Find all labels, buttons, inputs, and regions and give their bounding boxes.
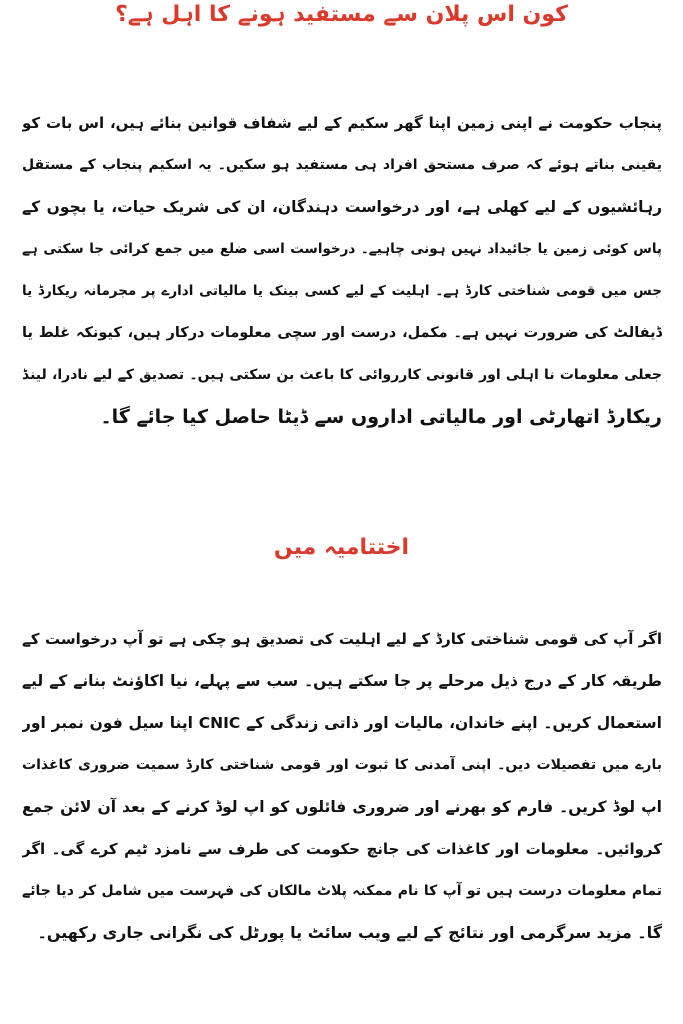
paragraph-line: استعمال کریں۔ اپنے خاندان، مالیات اور ذاتی زندگی کے CNIC اپنا سیل فون نمبر اور [22, 714, 662, 732]
paragraph-line: بارے میں تفصیلات دیں۔ اپنی آمدنی کا ثبوت اور قومی شناختی کارڈ سمیت ضروری کاغذات [22, 757, 662, 773]
paragraph-line: کروائیں۔ معلومات اور کاغذات کی جانچ حکومت کی طرف سے نامزد ٹیم کرے گی۔ اگر [22, 840, 662, 858]
paragraph-line: تمام معلومات درست ہیں تو آپ کا نام ممکنہ پلاٹ مالکان کی فہرست میں شامل کر دیا جائے [22, 883, 662, 899]
eligibility-paragraph [22, 102, 662, 438]
paragraph-line: جعلی معلومات نا اہلی اور قانونی کارروائی کا باعث بن سکتی ہیں۔ تصدیق کے لیے نادرا، لینڈ [22, 367, 662, 383]
section-heading-eligibility: کون اس پلان سے مستفید ہونے کا اہل ہے؟ [115, 2, 568, 27]
paragraph-line: یقینی بناتے ہوئے کہ صرف مستحق افراد ہی مستفید ہو سکیں۔ یہ اسکیم پنجاب کے مستقل [22, 157, 662, 173]
paragraph-line: اگر آپ کی قومی شناختی کارڈ کے لیے اہلیت کی تصدیق ہو چکی ہے تو آپ درخواست کے [22, 630, 662, 648]
section-heading-conclusion: اختتامیہ میں [273, 535, 410, 560]
paragraph-line: ڈیفالٹ کی ضرورت نہیں ہے۔ مکمل، درست اور سچی معلومات درکار ہیں، کیونکہ غلط یا [22, 325, 662, 341]
paragraph-line: ریکارڈ اتھارٹی اور مالیاتی اداروں سے ڈیٹا حاصل کیا جائے گا۔ [100, 406, 662, 428]
paragraph-line: گا۔ مزید سرگرمی اور نتائج کے لیے ویب سائٹ یا پورٹل کی نگرانی جاری رکھیں۔ [37, 923, 662, 942]
paragraph-line: پاس کوئی زمین یا جائیداد نہیں ہونی چاہیے۔ درخواست اسی ضلع میں جمع کرائی جا سکتی ہے [22, 241, 662, 257]
paragraph-line: طریقہ کار کے درج ذیل مرحلے پر جا سکتے ہیں۔ سب سے پہلے، نیا اکاؤنٹ بنانے کے لیے [22, 672, 662, 690]
conclusion-paragraph [22, 618, 662, 954]
paragraph-line: پنجاب حکومت نے اپنی زمین اپنا گھر سکیم کے لیے شفاف قوانین بنائے ہیں، اس بات کو [22, 114, 662, 132]
paragraph-line: رہائشیوں کے لیے کھلی ہے، اور درخواست دہندگان، ان کی شریک حیات، یا بچوں کے [22, 198, 662, 216]
paragraph-line: اپ لوڈ کریں۔ فارم کو بھرنے اور ضروری فائلوں کو اپ لوڈ کرنے کے بعد آن لائن جمع [22, 798, 662, 816]
paragraph-line: جس میں قومی شناختی کارڈ ہے۔ اہلیت کے لیے کسی بینک یا مالیاتی ادارے پر مجرمانہ ریکارڈ یا [22, 283, 662, 299]
